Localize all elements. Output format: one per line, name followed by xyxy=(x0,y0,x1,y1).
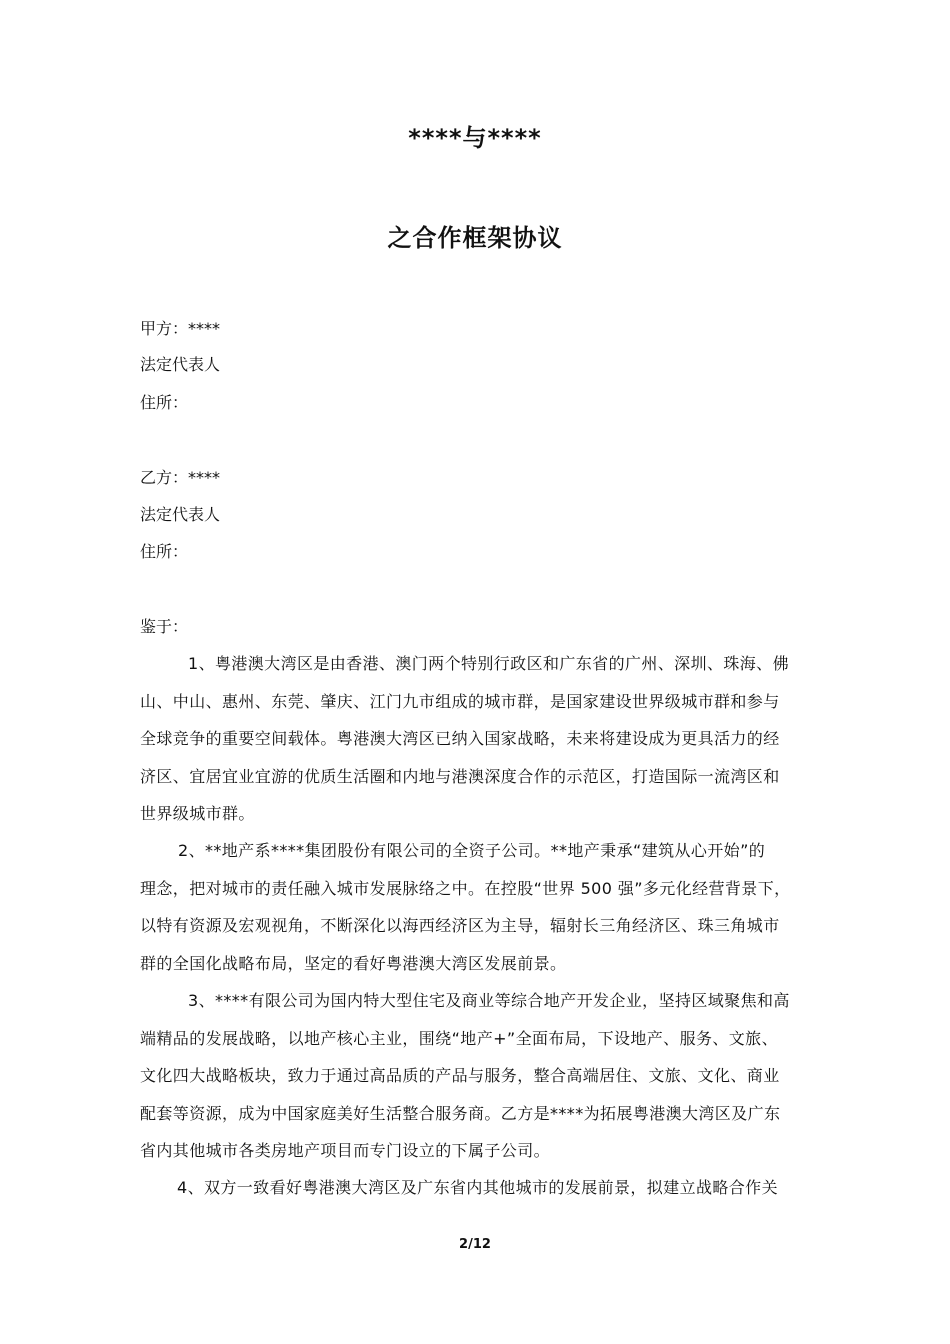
whereas-heading: 鉴于： xyxy=(140,617,189,636)
clause-3-line: 3、****有限公司为国内特大型住宅及商业等综合地产开发企业，坚持区域聚焦和高 xyxy=(188,991,790,1010)
party-a-address: 住所： xyxy=(140,393,189,412)
clause-1 xyxy=(140,645,830,833)
party-b-address: 住所： xyxy=(140,542,189,561)
party-a-representative: 法定代表人 xyxy=(140,355,221,374)
clause-3 xyxy=(140,982,830,1170)
party-a-name: 甲方：**** xyxy=(140,319,221,338)
clause-2-line: 以特有资源及宏观视角，不断深化以海西经济区为主导，辐射长三角经济区、珠三角城市 xyxy=(140,916,780,935)
document-title-line1: ****与**** xyxy=(408,124,542,152)
clause-2-line: 群的全国化战略布局，坚定的看好粤港澳大湾区发展前景。 xyxy=(140,953,567,973)
page-number: 2/12 xyxy=(459,1237,491,1252)
clause-1-line: 济区、宜居宜业宜游的优质生活圈和内地与港澳深度合作的示范区，打造国际一流湾区和 xyxy=(140,766,780,786)
clause-3-line: 配套等资源，成为中国家庭美好生活整合服务商。乙方是****为拓展粤港澳大湾区及广东 xyxy=(140,1103,781,1123)
clause-1-line: 世界级城市群。 xyxy=(140,804,255,823)
clause-2 xyxy=(140,832,830,982)
clause-2-line: 2、**地产系****集团股份有限公司的全资子公司。**地产秉承“建筑从心开始”的 xyxy=(178,841,766,860)
clause-2-line: 理念，把对城市的责任融入城市发展脉络之中。在控股“世界 500 强”多元化经营背景下， xyxy=(140,878,791,898)
clause-3-line: 文化四大战略板块，致力于通过高品质的产品与服务，整合高端居住、文旅、文化、商业 xyxy=(140,1066,780,1085)
clause-1-line: 全球竞争的重要空间载体。粤港澳大湾区已纳入国家战略，未来将建设成为更具活力的经 xyxy=(140,729,780,748)
clause-4-line: 4、双方一致看好粤港澳大湾区及广东省内其他城市的发展前景，拟建立战略合作关 xyxy=(177,1178,778,1197)
party-b-name: 乙方：**** xyxy=(140,468,221,487)
document-title-line2: 之合作框架协议 xyxy=(387,224,563,252)
clause-1-line: 山、中山、惠州、东莞、肇庆、江门九市组成的城市群，是国家建设世界级城市群和参与 xyxy=(140,691,780,711)
clause-4 xyxy=(140,1169,830,1207)
party-b-representative: 法定代表人 xyxy=(140,505,221,524)
clause-3-line: 端精品的发展战略，以地产核心主业，围绕“地产+”全面布局，下设地产、服务、文旅、 xyxy=(140,1028,778,1048)
clause-3-line: 省内其他城市各类房地产项目而专门设立的下属子公司。 xyxy=(140,1141,551,1160)
clause-1-line: 1、粤港澳大湾区是由香港、澳门两个特别行政区和广东省的广州、深圳、珠海、佛 xyxy=(188,654,789,673)
